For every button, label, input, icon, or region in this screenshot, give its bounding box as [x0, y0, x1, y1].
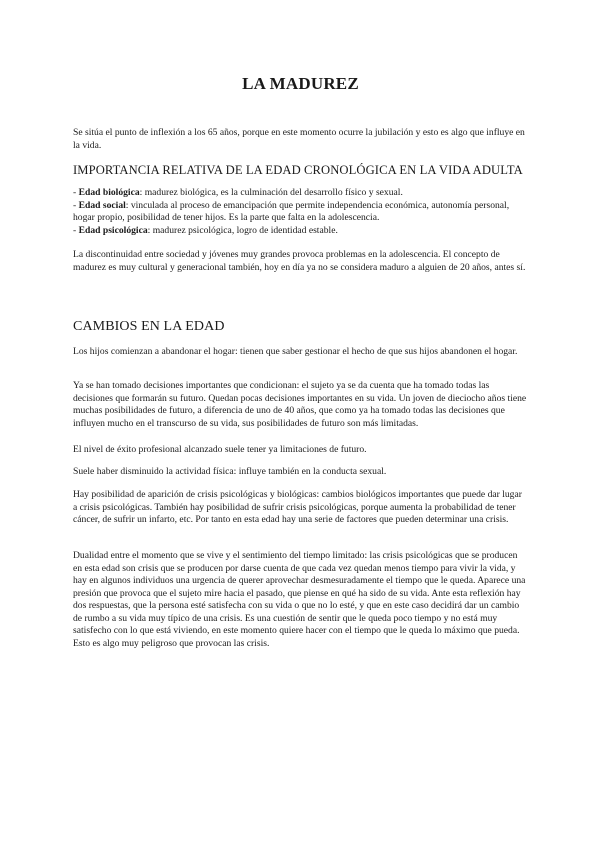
- discontinuity-paragraph: La discontinuidad entre sociedad y jóvenes muy grandes provoca problemas en la adolescencia. El concepto de madurez es muy cultural y generacional también, hoy en día ya no se considera maduro a alguien de 20 años, antes sí.: [73, 249, 526, 273]
- definition-item: [73, 200, 528, 225]
- body-paragraph: Suele haber disminuido la actividad física: influye también en la conducta sexual.: [73, 466, 387, 477]
- definition-item: [73, 187, 528, 200]
- body-paragraph: El nivel de éxito profesional alcanzado suele tener ya limitaciones de futuro.: [73, 444, 367, 455]
- intro-paragraph: Se sitúa el punto de inflexión a los 65 años, porque en este momento ocurre la jubilación y esto es algo que influye en la vida.: [73, 127, 525, 151]
- page-title: LA MADUREZ: [242, 74, 359, 93]
- body-paragraph: Hay posibilidad de aparición de crisis psicológicas y biológicas: cambios biológicos importantes que puede dar lugar a crisis psicológicas. También hay posibilidad de sufrir crisis psicológicas, porque aumenta la probabilidad de tener cáncer, de sufrir un infarto, etc. Por tanto en esta edad hay una serie de factores que pueden determinar una crisis.: [73, 489, 522, 525]
- body-paragraph: Los hijos comienzan a abandonar el hogar: tienen que saber gestionar el hecho de que sus hijos abandonen el hogar.: [73, 346, 518, 357]
- definition-item: [73, 225, 528, 238]
- body-paragraph: Dualidad entre el momento que se vive y el sentimiento del tiempo limitado: las crisis psicológicas que se producen en esta edad son crisis que se producen por darse cuenta de que cada vez quedan menos tiempo para vivir la vida, y hay en algunos individuos una urgencia de querer aprovechar desmesuradamente el tiempo que le queda. Aparece una presión que provoca que el sujeto mire hacia el pasado, que piense en qué ha sido de su vida. Ante esta reflexión hay dos respuestas, que la persona esté satisfecha con su vida o que no lo esté, y que en este caso decidirá dar un cambio de rumbo a su vida muy típico de una crisis. Es una cuestión de sentir que le queda poco tiempo y no está muy satisfecho con lo que está viviendo, en este momento quiere hacer con el tiempo que le queda lo máximo que pueda. Esto es algo muy peligroso que provocan las crisis.: [73, 550, 526, 649]
- definition-text: : vinculada al proceso de emancipación que permite independencia económica, autonomía personal, hogar propio, posibilidad de tener hijos. Es la parte que falta en la adolescencia.: [73, 199, 510, 223]
- definition-term: Edad social: [78, 199, 126, 211]
- item-prefix: -: [73, 187, 79, 198]
- definition-text: : madurez biológica, es la culminación del desarrollo físico y sexual.: [139, 187, 403, 198]
- definition-term: Edad biológica: [78, 187, 140, 198]
- age-definitions-list: [73, 187, 528, 237]
- body-paragraph: Ya se han tomado decisiones importantes que condicionan: el sujeto ya se da cuenta que ha tomado todas las decisiones que formarán su futuro. Quedan pocas decisiones importantes en su vida. Un joven de dieciocho años tiene muchas posibilidades de futuro, a diferencia de uno de 40 años, que como ya ha tomado todas las decisiones que influyen mucho en el transcurso de su vida, sus posibilidades de futuro son más limitadas.: [73, 380, 527, 429]
- item-prefix: -: [73, 199, 79, 211]
- section-heading-importancia: IMPORTANCIA RELATIVA DE LA EDAD CRONOLÓGICA EN LA VIDA ADULTA: [73, 163, 523, 177]
- section-heading-cambios: CAMBIOS EN LA EDAD: [73, 319, 225, 334]
- definition-term: Edad psicológica: [78, 224, 148, 236]
- item-prefix: -: [73, 224, 79, 236]
- definition-text: : madurez psicológica, logro de identidad estable.: [147, 224, 338, 236]
